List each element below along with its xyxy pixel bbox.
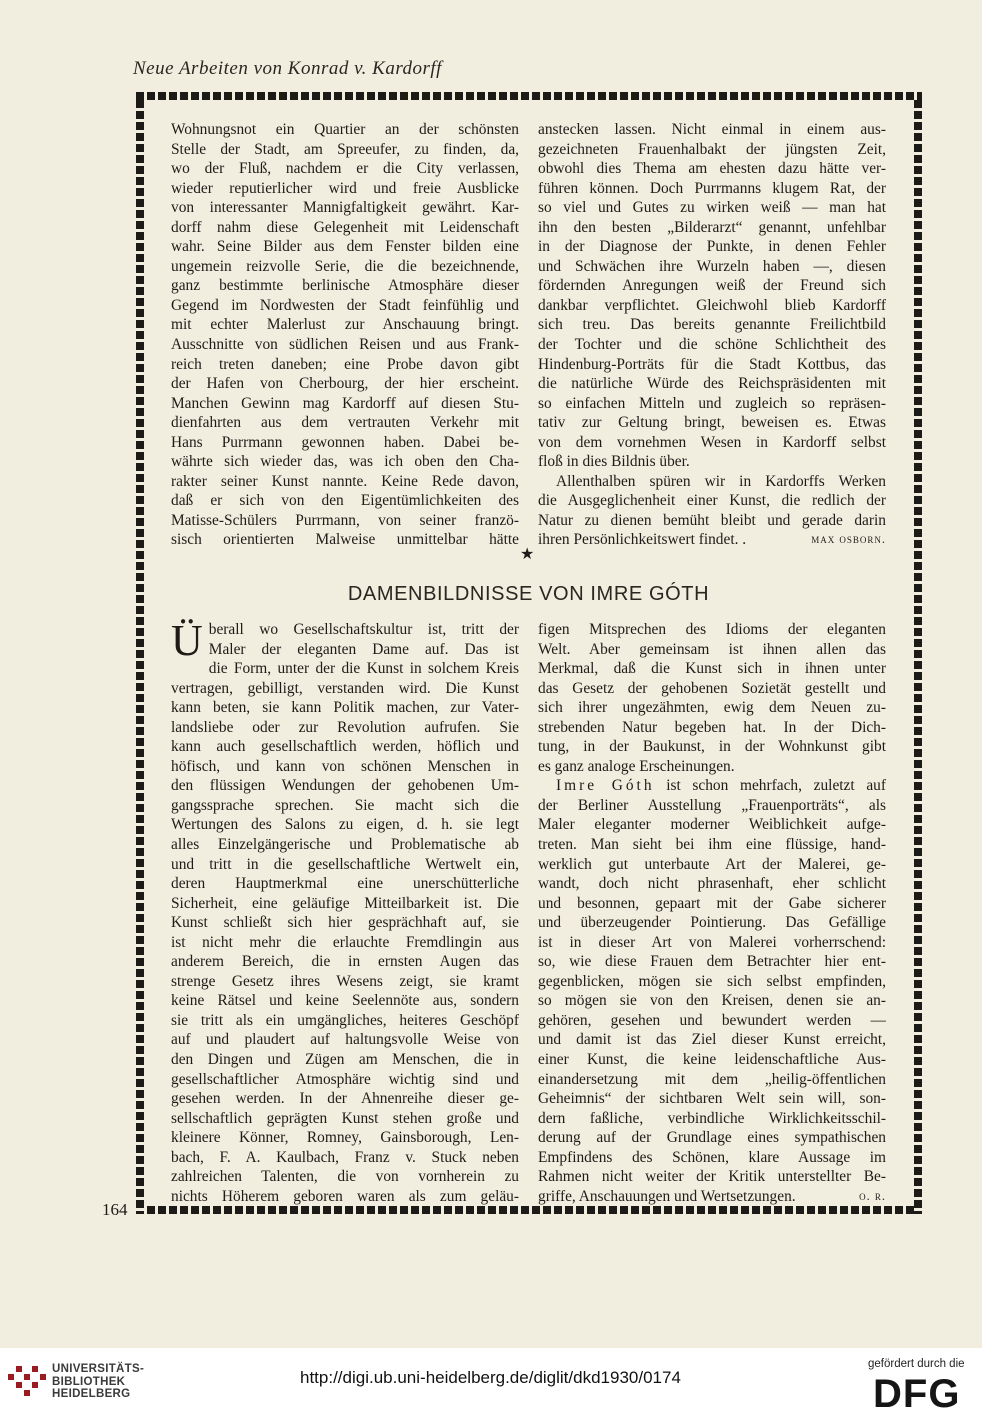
text-line: anstecken lassen. Nicht einmal in einem aus- <box>538 121 886 138</box>
text-line: tung, in der Baukunst, in der Wohnkunst gibt <box>538 738 886 756</box>
text-line: kann beten, sie kann Politik machen, zur Vater- <box>171 699 519 717</box>
permalink-url[interactable]: http://digi.ub.uni-heidelberg.de/diglit/dkd1930/0174 <box>300 1368 681 1387</box>
author-signature: max osborn. <box>811 532 886 547</box>
text-line: gehören, gesehen und bewundert werden — <box>538 1011 886 1029</box>
text-line: sich treu. Das bereits genannte Freilichtbild <box>538 316 886 334</box>
text-line: kleinere Könner, Romney, Gainsborough, Len- <box>171 1129 519 1147</box>
library-name-line: HEIDELBERG <box>52 1388 131 1400</box>
text-line: griffe, Anschauungen und Wertsetzungen. o. r. <box>538 1187 886 1205</box>
text-line: auf und plaudert auf haltungsvolle Weise von <box>171 1031 519 1049</box>
text-line: Hindenburg-Porträts für die Stadt Kottbus, das <box>538 355 886 373</box>
text-line: dankbar verpflichtet. Gleichwohl blieb Kardorff <box>538 296 886 314</box>
text-line: gezeichneten Frauenhalbakt der jüngsten Zeit, <box>538 140 886 158</box>
text-line: und besonnen, gepaart mit der Gabe sicherer <box>538 894 886 912</box>
text-line: bach, F. A. Kaulbach, Franz v. Stuck neben <box>171 1148 519 1166</box>
frame-border-top <box>136 92 922 100</box>
text-line: wieder reputierlicher wird und freie Ausblicke <box>171 179 519 197</box>
text-line: dern faßliche, verbindliche Wirklichkeitsschil- <box>538 1109 886 1127</box>
text-line: nichts Höherem geboren waren als zum geläu- <box>171 1187 519 1205</box>
text-line: dienfahrten aus dem vertrauten Verkehr mit <box>171 414 519 432</box>
text-line: einer Kunst, die keine leidenschaftliche Aus- <box>538 1051 886 1069</box>
text-line: Gegend im Nordwesten der Stadt feinfühlig und <box>171 296 519 314</box>
text-line: fördernden Anregungen weiß der Freund sich <box>538 277 886 295</box>
text-line: berall wo Gesellschaftskultur ist, tritt der <box>208 621 519 638</box>
drop-cap: Ü <box>171 616 203 665</box>
text-line: alles Einzelgängerische und Problematische ab <box>171 836 519 854</box>
text-line: Maler der eleganten Dame auf. Das ist <box>208 640 519 658</box>
article-column-top-right <box>538 120 886 550</box>
text-line: Rahmen nicht weiter der Kritik unterstellter Be- <box>538 1168 886 1186</box>
text-line: anderem Bereich, die in ernsten Augen das <box>171 953 519 971</box>
text-line: in der Diagnose der Punkte, in denen Fehler <box>538 238 886 256</box>
text-line: Natur zu dienen bemüht bleibt und gerade darin <box>538 511 886 529</box>
text-line: wandt, doch nicht phrasenhaft, eher schlicht <box>538 875 886 893</box>
dfg-logo: DFG <box>873 1372 961 1416</box>
text-line: es ganz analoge Erscheinungen. <box>538 757 735 775</box>
text-line: sellschaftlich geprägten Kunst stehen große und <box>171 1109 519 1127</box>
library-name-line: BIBLIOTHEK <box>52 1375 126 1388</box>
text-line: Matisse-Schülers Purrmann, von seiner franzö- <box>171 511 519 529</box>
text-line: zahlreichen Talenten, die von vornherein zu <box>171 1168 519 1186</box>
text-line: der Hafen von Cherbourg, der hier erscheint. <box>171 375 519 393</box>
text-line: Empfindens des Schönen, klare Aussage im <box>538 1148 886 1166</box>
article-column-top-left <box>171 120 519 550</box>
text-line: und Schwächen ihre Wurzeln haben —, diesen <box>538 257 886 275</box>
frame-border-bottom <box>136 1206 922 1214</box>
library-name <box>52 1363 144 1401</box>
text-line: die Form, unter der die Kunst in solchem Kreis <box>208 660 519 678</box>
text-line: dorff nahm diese Gelegenheit mit Leidenschaft <box>171 218 519 236</box>
text-line: von dem vornehmen Wesen in Kardorff selbst <box>538 433 886 451</box>
text-line: den flüssigen Wendungen der gehobenen Um- <box>171 777 519 795</box>
text-line: wahr. Seine Bilder aus dem Fenster bilden eine <box>171 238 519 256</box>
text-line: die Ausgeglichenheit einer Kunst, die redlich der <box>538 492 886 510</box>
text-line: landsliebe oder zur Revolution aufrufen. Sie <box>171 718 519 736</box>
text-line: treten. Man sieht bei ihm eine flüssige, hand- <box>538 836 886 854</box>
text-line: sisch orientierten Malweise unmittelbar hätte <box>171 531 519 549</box>
text-line: ihn den besten „Bilderarzt“ genannt, unfehlbar <box>538 218 886 236</box>
text-line: der Berliner Ausstellung „Frauenporträts“, als <box>538 796 886 814</box>
text-line: sie tritt als ein umgängliches, heiteres Geschöpf <box>171 1011 519 1029</box>
text-line: tativ zur Geltung bringt, beweisen es. Etwas <box>538 414 886 432</box>
text-line: gesellschaftlicher Atmosphäre wichtig sind und <box>171 1070 519 1088</box>
text-line: die natürliche Würde des Reichspräsidenten mit <box>538 375 886 393</box>
text-line: deren Hauptmerkmal eine unerschütterliche <box>171 875 519 893</box>
article-column-bottom-right <box>538 620 886 1206</box>
text-line: wo der Fluß, nachdem er die City verlassen, <box>171 160 519 178</box>
text-line: währte sich wieder das, was ich oben den Cha- <box>171 453 519 471</box>
text-line: Allenthalben spüren wir in Kardorffs Werken <box>556 472 886 490</box>
university-library-logo-icon <box>6 1360 48 1402</box>
text-line: so, wie diese Frauen dem Betrachter hier ent- <box>538 953 886 971</box>
author-signature: o. r. <box>859 1188 886 1203</box>
text-line: werklich gut unterbaute Art der Malerei, ge- <box>538 855 886 873</box>
text-line: daß er sich von den Eigentümlichkeiten des <box>171 492 519 510</box>
text-line: Merkmal, daß die Kunst sich in ihnen unter <box>538 660 886 678</box>
text-line: ihren Persönlichkeitswert findet. . max osborn. <box>538 531 886 549</box>
section-separator-star: ★ <box>520 546 535 563</box>
running-head: Neue Arbeiten von Konrad v. Kardorff <box>133 58 442 79</box>
text-line: Stelle der Stadt, am Spreeufer, zu finden, da, <box>171 140 519 158</box>
funded-by-label: gefördert durch die <box>868 1358 965 1370</box>
text-line: mit echter Malerlust zur Anschauung bringt. <box>171 316 519 334</box>
text-line: ist in dieser Art von Malerei vorherrschend: <box>538 933 886 951</box>
library-name-line: UNIVERSITÄTS- <box>52 1363 145 1375</box>
article-column-bottom-left <box>171 616 519 1206</box>
text-line: Maler eleganter moderner Weiblichkeit aufge- <box>538 816 886 834</box>
text-line: der Tochter und die schöne Schlichtheit des <box>538 336 886 354</box>
frame-border-right <box>914 100 922 1214</box>
text-line: strenge Gesetz ihres Wesens zeigt, sie kramt <box>171 972 519 990</box>
text-line: sich ihrer ungezähmten, ewig dem Neuen zu- <box>538 699 886 717</box>
text-line: Welt. Aber gemeinsam ist ihnen allen das <box>538 640 886 658</box>
text-line: ist nicht mehr die erlauchte Fremdlingin aus <box>171 933 519 951</box>
page-number: 164 <box>102 1200 128 1219</box>
text-line: und damit ist das Ziel dieser Kunst erreicht, <box>538 1031 886 1049</box>
text-line: rakter seiner Kunst nannte. Keine Rede davon, <box>171 472 519 490</box>
text-line: Kunst schließt sich hier gesprächhaft auf, sie <box>171 914 519 932</box>
text-line: den Dingen und Zügen am Menschen, die in <box>171 1051 519 1069</box>
text-line: derung auf der Grundlage eines sympathischen <box>538 1129 886 1147</box>
text-line: führen können. Doch Purrmanns klugem Rat, der <box>538 179 886 197</box>
text-line: reich treten daneben; eine Probe davon gibt <box>171 355 519 373</box>
text-line: Hans Purrmann gewonnen haben. Dabei be- <box>171 433 519 451</box>
text-line: und tritt in die gesellschaftliche Wertwelt ein, <box>171 855 519 873</box>
frame-border-left <box>136 100 144 1214</box>
text-line: Wertungen des Salons zu eigen, d. h. sie legt <box>171 816 519 834</box>
text-line: strebenden Natur begeben hat. In der Dich- <box>538 718 886 736</box>
text-line: höfisch, und kann von schönen Menschen in <box>171 757 519 775</box>
artist-name: Imre Góth <box>556 777 655 795</box>
text-line: so viel und Gutes zu wirken weiß — man hat <box>538 199 886 217</box>
text-line: einandersetzung mit dem „heilig-öffentlichen <box>538 1070 886 1088</box>
text-line: Wohnungsnot ein Quartier an der schönsten <box>171 121 519 138</box>
text-line: floß in dies Bildnis über. <box>538 453 690 471</box>
section-title: DAMENBILDNISSE VON IMRE GÓTH <box>347 583 710 605</box>
text-line: vertragen, gebilligt, verstanden wird. Die Kunst <box>171 679 519 697</box>
text-line: keine Rätsel und keine Seelennöte aus, sondern <box>171 992 519 1010</box>
text-line: von interessanter Mannigfaltigkeit gewährt. Kar- <box>171 199 519 217</box>
text-line: so einfachen Mitteln und zugleich so repräsen- <box>538 394 886 412</box>
text-line-rest: ist schon mehrfach, zuletzt auf <box>654 777 886 795</box>
text-line: ganz bestimmte berlinische Atmosphäre dieser <box>171 277 519 295</box>
text-line: gangssprache sprechen. Sie macht sich die <box>171 796 519 814</box>
text-line: Ausschnitte von südlichen Reisen und aus Frank- <box>171 336 519 354</box>
text-line: Sicherheit, eine geläufige Mitteilbarkeit ist. Die <box>171 894 519 912</box>
text-line: das Gesetz der gehobenen Sozietät gestellt und <box>538 679 886 697</box>
text-line: figen Mitsprechen des Idioms der eleganten <box>538 621 886 638</box>
text-line: und überzeugender Pointierung. Das Gefällige <box>538 914 886 932</box>
text-line: gesehen werden. In der Ahnenreihe dieser ge- <box>171 1090 519 1108</box>
text-line <box>538 776 886 796</box>
text-line: Manchen Gewinn mag Kardorff auf diesen Stu- <box>171 394 519 412</box>
text-line: so mögen sie von den Kreisen, denen sie an- <box>538 992 886 1010</box>
text-line: gegenblicken, mögen sie sich selbst empfinden, <box>538 972 886 990</box>
text-line: obwohl dies Thema am ehesten dazu hätte ver- <box>538 160 886 178</box>
text-line: ungemein reizvolle Serie, die die bezeichnende, <box>171 257 519 275</box>
text-line: kann auch gesellschaftlich werden, höflich und <box>171 738 519 756</box>
text-line: Geheimnis“ der sichtbaren Welt sein will, son- <box>538 1090 886 1108</box>
